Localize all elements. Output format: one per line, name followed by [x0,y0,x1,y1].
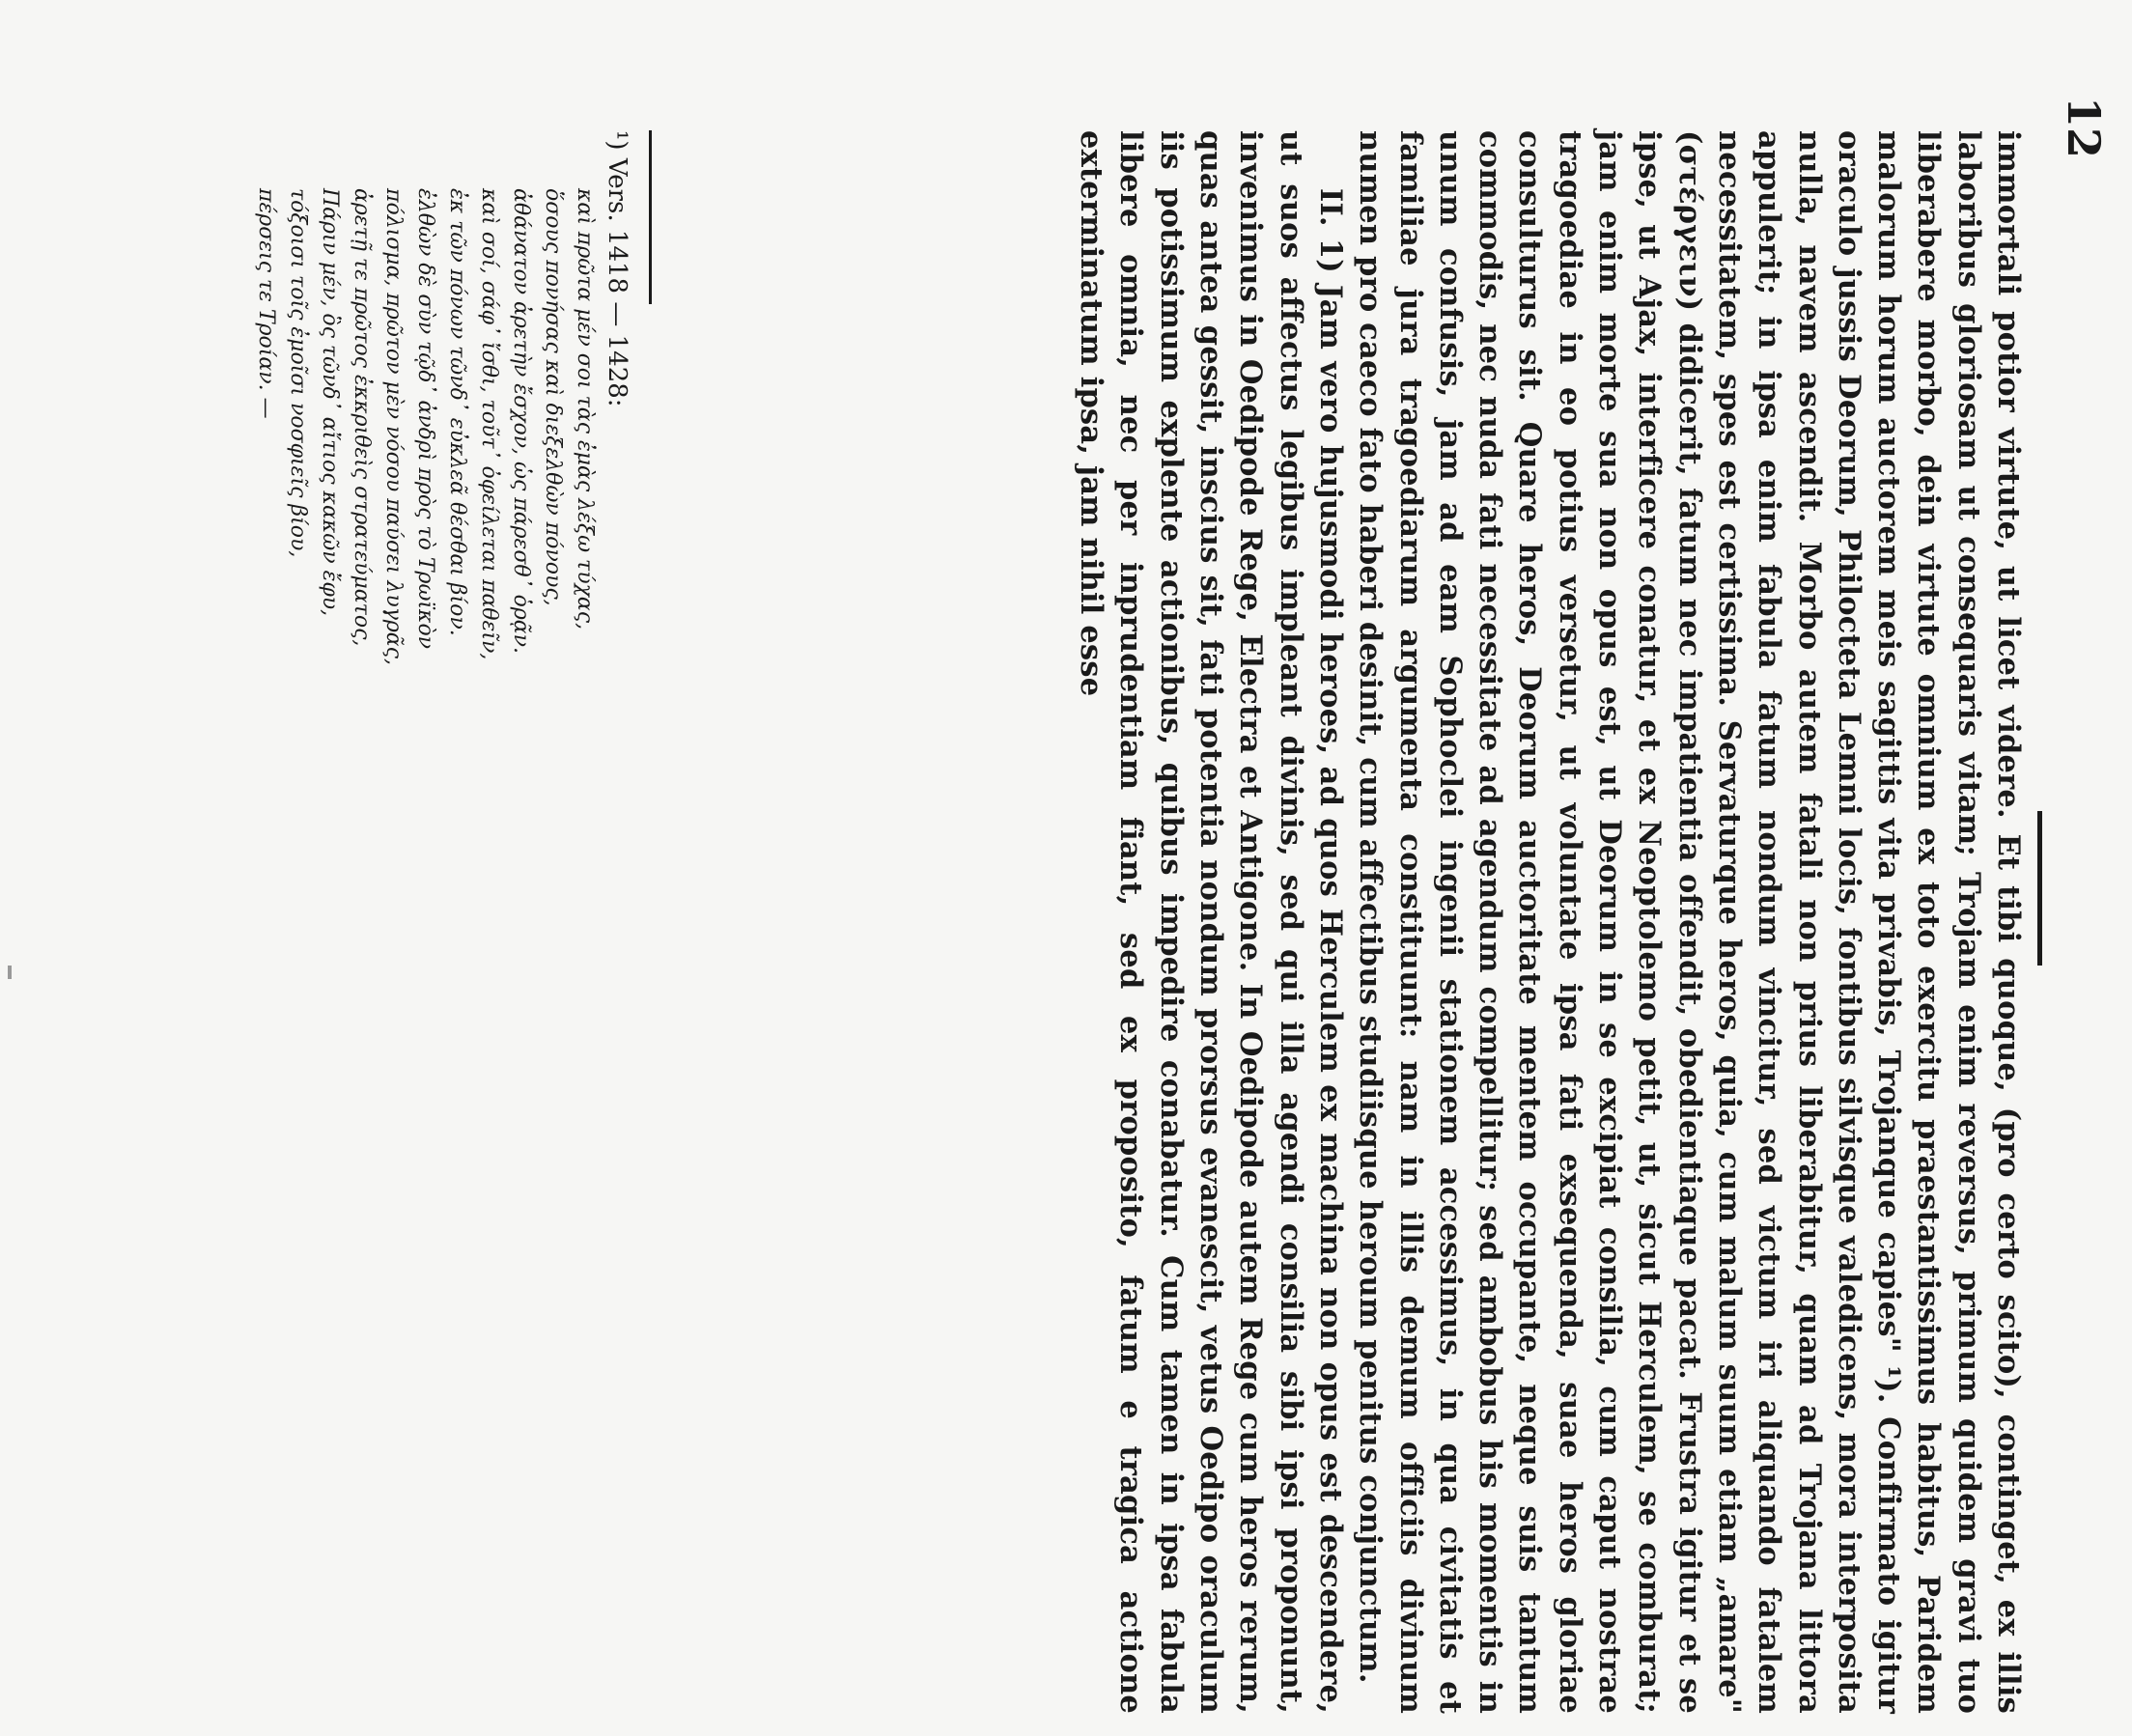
footnote-rule [649,130,652,304]
footnote-greek-quote [250,130,601,1096]
scan-smudge [8,966,12,979]
greek-line: ἀρετῇ τε πρῶτος ἐκκριθεὶς στρατεύματος, [350,188,374,647]
page-number: 12 [2058,97,2110,159]
footnote [250,130,632,1096]
greek-line: καὶ σοί, σάφ᾽ ἴσθι, τοῦτ᾽ ὀφείλεται παθεῖν, [477,188,501,660]
rotated-page [34,39,2110,1714]
paragraph-1: immortali potior virtute, ut licet videre. Et tibi quoque, (pro certo scito), continget, ex illis laboribus gloriosam ut consequaris vitam; Trojam enim reversus, primum quidem gravi tuo liberabere morbo, dein virtute omnium ex toto exercitu praestantissimus habitus, Paridem malorum horum auctorem meis sagittis vita privabis, Trojanque capies" ¹). Confirmato igitur oraculo jussis Deorum, Philocteta Lemni locis, fontibus silvisque valedicens, mora interposita nulla, navem ascendit. Morbo autem fatali non prius liberabitur, quam ad Trojana littora appulerit; in ipsa enim fabula fatum nondum vincitur, sed victum iri aliquando fatalem necessitatem, spes est certissima. Servaturque heros, quia, cum malum suum etiam „amare" (στέργειν) didicerit, fatum nec impatientia offendit, obedientiaque pacat. Frustra igitur et se ipse, ut Ajax, interficere conatur, et ex Neoptolemo petit, ut, sicut Herculem, se comburat; jam enim morte sua non opus est, ut Deorum in se excipiat consilia, cum caput nostrae tragoediae in eo potius versetur, ut voluntate ipsa fati exsequenda, suae heros gloriae consulturus sit. Quare heros, Deorum auctoritate mentem occupante, neque suis tantum commodis, nec nuda fati necessitate ad agendum compellitur; sed ambobus his momentis in unum confusis, jam ad eam Sophoclei ingenii stationem accessimus, in qua civitatis et familiae jura tragoediarum argumenta constituunt: nam in illis demum officiis divinum numen pro caeco fato haberi desinit, cum affectibus studiisque heroum penitus conjunctum. [1353,130,2026,1714]
greek-line: ἐλθὼν δὲ σὺν τῷδ᾽ ἀνδρὶ πρὸς τὸ Τρωϊκὸν [413,188,437,650]
greek-line: πόλισμα, πρῶτον μὲν νόσου παύσει λυγρᾶς, [381,188,406,665]
main-text [1071,130,2028,1714]
greek-line: ἀθάνατον ἀρετὴν ἔσχον, ὡς πάρεσθ᾽ ὁρᾷν. [509,188,533,655]
greek-line: καὶ πρῶτα μέν σοι τὰς ἐμὰς λέξω τύχας, [573,188,597,630]
paragraph-2: II. 1) Jam vero hujusmodi heroes, ad quos Herculem ex machina non opus est descendere, ut suos affectus legibus impleant divinis, sed qui illa agendi consilia sibi ipsi proponunt, invenimus in Oedipode Rege, Electra et Antigone. In Oedipode autem Rege cum heros rerum, quas antea gessit, inscius sit, fati potentia nondum prorsus evanescit, vetus Oedipo oraculum iis potissimum explente actionibus, quibus impedire conabatur. Cum tamen in ipsa fabula libere omnia, nec per inprudentiam fiant, sed ex proposito, fatum e tragica actione exterminatum ipsa, jam nihil esse [1074,130,1348,1714]
greek-line: ὅσους πονήσας καὶ διεξελθὼν πόνους, [541,188,565,606]
greek-line: ἐκ τῶν πόνων τῶνδ᾽ εὐκλεᾶ θέσθαι βίον. [445,188,469,636]
greek-line: τόξοισι τοῖς ἐμοῖσι νοσφιεῖς βίου, [286,188,310,558]
greek-line: πέρσεις τε Τροίαν. — [254,188,278,419]
header-rule [2037,811,2042,966]
footnote-reference: ¹) Vers. 1418 — 1428: [603,130,631,407]
greek-line: Πάριν μέν, ὃς τῶνδ᾽ αἴτιος κακῶν ἔφυ, [318,188,342,617]
